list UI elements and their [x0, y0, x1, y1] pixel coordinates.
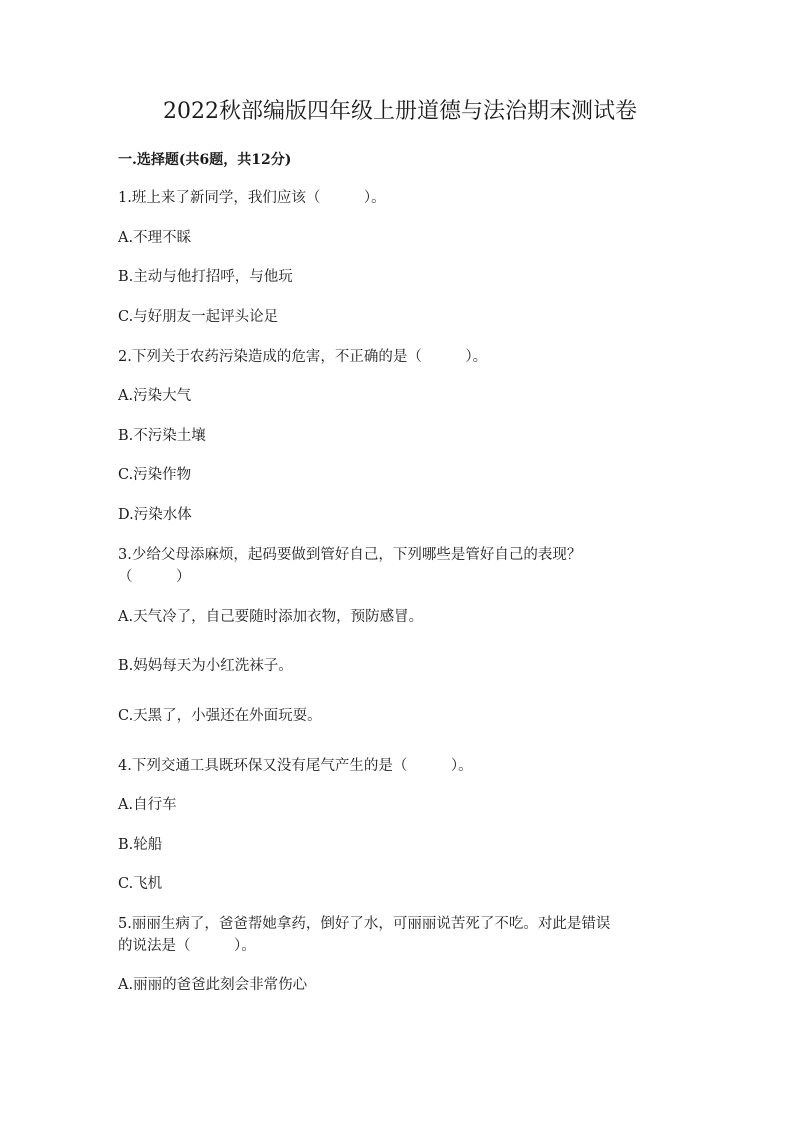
- section-heading: 一.选择题(共6题，共12分): [118, 152, 292, 168]
- question-5-stem-line-1: 5.丽丽生病了，爸爸帮她拿药，倒好了水，可丽丽说苦死了不吃。对此是错误: [118, 916, 611, 932]
- question-5-stem-line-2: 的说法是（ ）。: [118, 938, 256, 954]
- question-2-option-c: C.污染作物: [118, 467, 192, 483]
- question-4-option-c: C.飞机: [118, 876, 163, 892]
- question-1-option-a: A.不理不睬: [118, 230, 192, 246]
- question-4-stem: 4.下列交通工具既环保又没有尾气产生的是（ ）。: [118, 758, 473, 774]
- question-1-stem: 1.班上来了新同学，我们应该（ ）。: [118, 190, 386, 206]
- question-1-option-b: B.主动与他打招呼，与他玩: [118, 269, 293, 285]
- question-1-option-c: C.与好朋友一起评头论足: [118, 309, 279, 325]
- question-4-option-a: A.自行车: [118, 797, 177, 813]
- question-2-option-b: B.不污染土壤: [118, 428, 206, 444]
- question-4-option-b: B.轮船: [118, 837, 163, 853]
- question-5-option-a: A.丽丽的爸爸此刻会非常伤心: [118, 977, 308, 993]
- question-3-option-c: C.天黑了，小强还在外面玩耍。: [118, 708, 322, 724]
- question-2-option-a: A.污染大气: [118, 388, 192, 404]
- question-3-option-b: B.妈妈每天为小红洗袜子。: [118, 658, 293, 674]
- question-2-stem: 2.下列关于农药污染造成的危害，不正确的是（ ）。: [118, 349, 488, 365]
- exam-title: 2022秋部编版四年级上册道德与法治期末测试卷: [163, 99, 637, 124]
- question-3-option-a: A.天气冷了，自己要随时添加衣物，预防感冒。: [118, 609, 424, 625]
- question-2-option-d: D.污染水体: [118, 507, 192, 523]
- question-3-stem-line-2: （ ）: [118, 569, 191, 585]
- question-3-stem-line-1: 3.少给父母添麻烦，起码要做到管好自己，下列哪些是管好自己的表现？: [118, 547, 582, 563]
